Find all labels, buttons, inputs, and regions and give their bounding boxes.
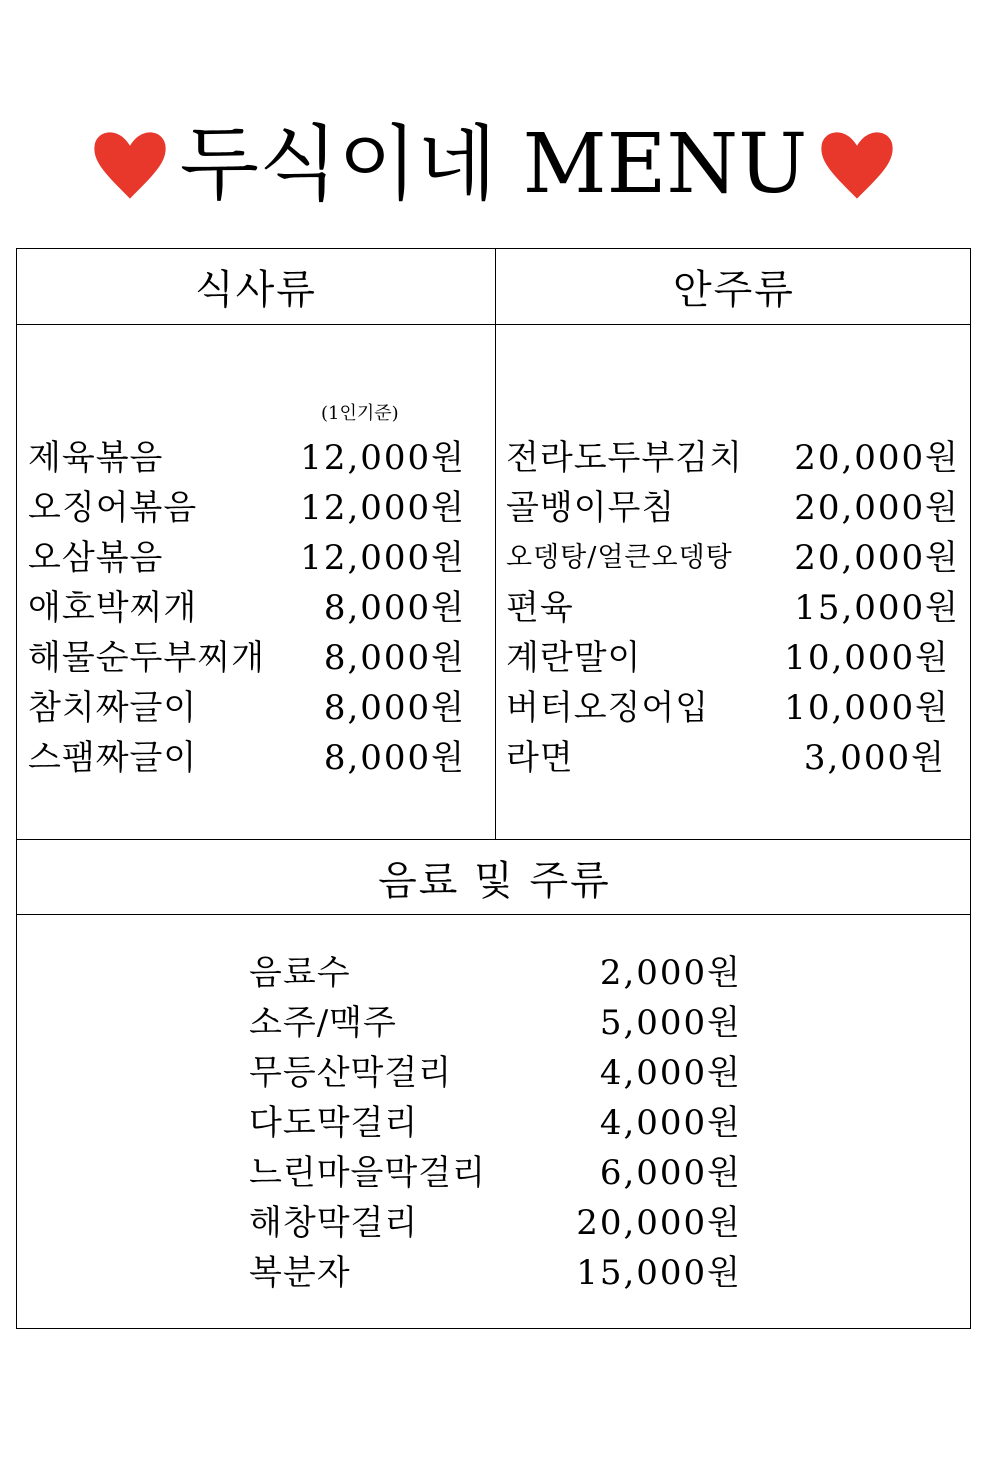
meal-item-price: 8,000원 bbox=[323, 688, 466, 728]
snack-item-price: 20,000원 bbox=[794, 438, 960, 478]
drink-item-name: 복분자 bbox=[249, 1253, 351, 1293]
snack-item-name: 전라도두부김치 bbox=[506, 438, 743, 478]
meal-item-name: 스팸짜글이 bbox=[28, 738, 198, 778]
snack-item-price: 20,000원 bbox=[794, 488, 960, 528]
drink-item-name: 소주/맥주 bbox=[249, 1003, 397, 1043]
drink-item-price: 4,000원 bbox=[599, 1053, 742, 1093]
divider bbox=[17, 324, 970, 325]
drink-item-price: 4,000원 bbox=[599, 1103, 742, 1143]
serving-note: (1인기준) bbox=[321, 403, 399, 424]
meal-item-name: 제육볶음 bbox=[28, 438, 164, 478]
drink-item-name: 다도막걸리 bbox=[249, 1103, 419, 1143]
drink-item-name: 느린마을막걸리 bbox=[249, 1153, 486, 1193]
meal-item-price: 12,000원 bbox=[300, 488, 466, 528]
snack-item-name: 오뎅탕/얼큰오뎅탕 bbox=[506, 542, 733, 573]
drink-item-price: 20,000원 bbox=[576, 1203, 742, 1243]
snacks-header: 안주류 bbox=[673, 267, 795, 313]
snack-item-name: 골뱅이무침 bbox=[506, 488, 676, 528]
snack-item-price: 15,000원 bbox=[794, 588, 960, 628]
meal-item-name: 해물순두부찌개 bbox=[28, 638, 265, 678]
meal-item-name: 오삼볶음 bbox=[28, 538, 164, 578]
meal-item-name: 애호박찌개 bbox=[28, 588, 198, 628]
heart-icon bbox=[90, 125, 170, 205]
snack-item-price: 3,000원 bbox=[803, 738, 946, 778]
divider bbox=[17, 914, 970, 915]
drink-item-name: 음료수 bbox=[249, 953, 351, 993]
drink-item-price: 5,000원 bbox=[599, 1003, 742, 1043]
drink-item-price: 6,000원 bbox=[599, 1153, 742, 1193]
snack-item-price: 20,000원 bbox=[794, 538, 960, 578]
title-text: 두식이네 MENU bbox=[179, 117, 808, 212]
meal-item-price: 8,000원 bbox=[323, 638, 466, 678]
divider bbox=[495, 249, 496, 839]
drink-item-price: 15,000원 bbox=[576, 1253, 742, 1293]
meal-item-price: 8,000원 bbox=[323, 738, 466, 778]
meal-item-price: 8,000원 bbox=[323, 588, 466, 628]
snack-item-name: 편육 bbox=[506, 588, 574, 628]
meal-item-price: 12,000원 bbox=[300, 538, 466, 578]
meal-item-price: 12,000원 bbox=[300, 438, 466, 478]
menu-table bbox=[16, 248, 971, 1329]
meals-header: 식사류 bbox=[195, 267, 317, 313]
drink-item-name: 해창막걸리 bbox=[249, 1203, 419, 1243]
drink-item-name: 무등산막걸리 bbox=[249, 1053, 453, 1093]
snack-item-price: 10,000원 bbox=[784, 638, 950, 678]
snack-item-name: 계란말이 bbox=[506, 638, 642, 678]
meal-item-name: 참치짜글이 bbox=[28, 688, 198, 728]
snack-item-name: 라면 bbox=[506, 738, 574, 778]
drink-item-price: 2,000원 bbox=[599, 953, 742, 993]
drinks-header: 음료 및 주류 bbox=[378, 857, 611, 904]
menu-title bbox=[0, 100, 987, 230]
snack-item-name: 버터오징어입 bbox=[506, 688, 710, 728]
snack-item-price: 10,000원 bbox=[784, 688, 950, 728]
heart-icon bbox=[817, 125, 897, 205]
meal-item-name: 오징어볶음 bbox=[28, 488, 198, 528]
